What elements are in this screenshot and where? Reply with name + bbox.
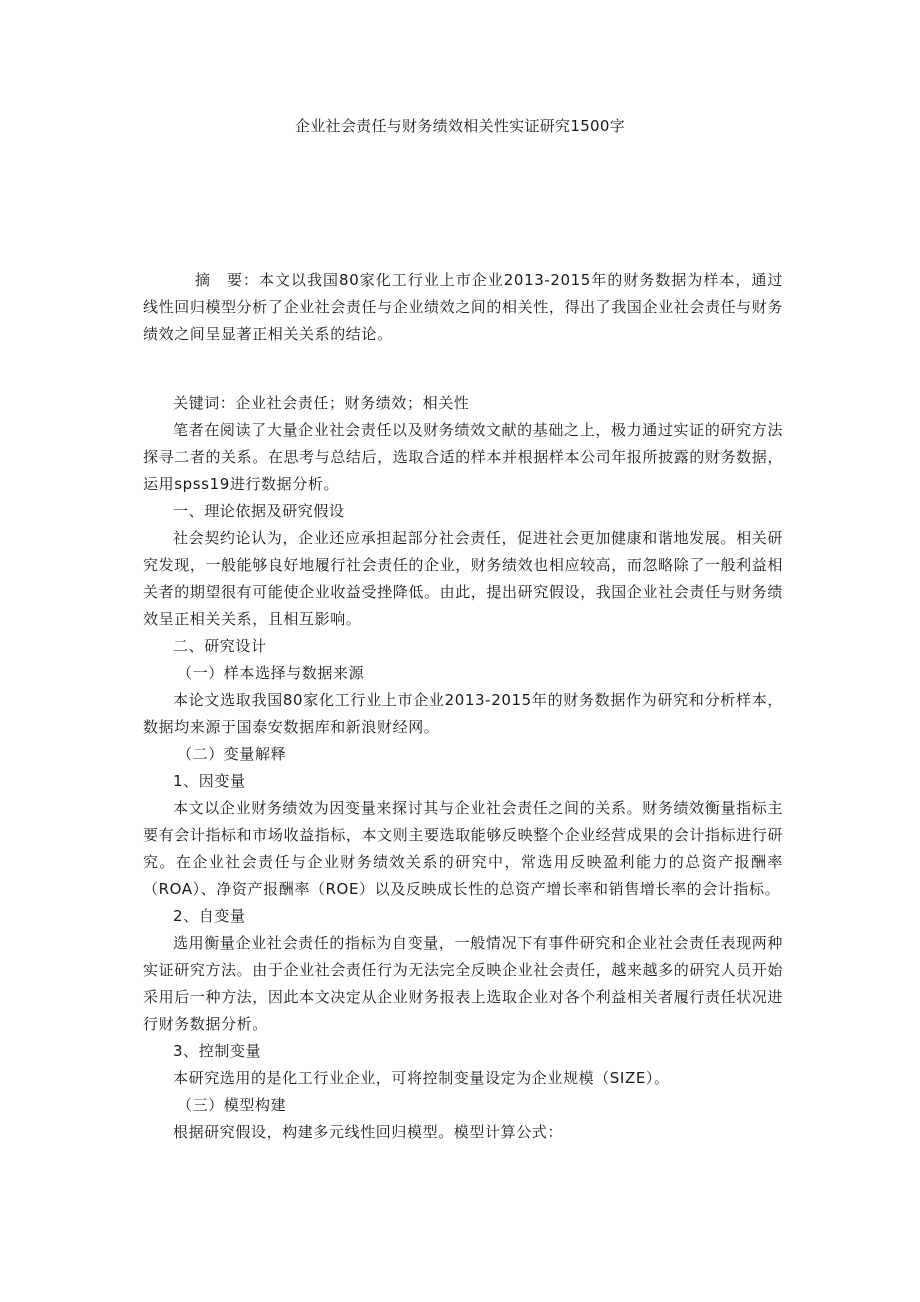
variable-1-heading: 1、因变量 (173, 772, 246, 790)
document-body (143, 267, 783, 1146)
variable-3-heading: 3、控制变量 (173, 1042, 262, 1060)
subsection-1-heading: （一）样本选择与数据来源 (177, 664, 365, 682)
abstract-label: 摘 要： (195, 271, 260, 289)
subsection-3-heading: （三）模型构建 (177, 1096, 287, 1114)
variable-2-heading: 2、自变量 (173, 907, 246, 925)
subsection-3-paragraph: 根据研究假设，构建多元线性回归模型。模型计算公式： (173, 1123, 564, 1141)
section-1-paragraph: 社会契约论认为，企业还应承担起部分社会责任，促进社会更加健康和谐地发展。相关研究发现，一般能够良好地履行社会责任的企业，财务绩效也相应较高，而忽略除了一般利益相关者的期望很有可能使企业收益受挫降低。由此，提出研究假设，我国企业社会责任与财务绩效呈正相关关系，且相互影响。 (143, 529, 783, 628)
variable-3-paragraph: 本研究选用的是化工行业企业，可将控制变量设定为企业规模（SIZE）。 (173, 1069, 670, 1087)
spacer (143, 348, 783, 390)
document-title: 企业社会责任与财务绩效相关性实证研究1500字 (294, 117, 626, 135)
variable-1-paragraph: 本文以企业财务绩效为因变量来探讨其与企业社会责任之间的关系。财务绩效衡量指标主要有会计指标和市场收益指标，本文则主要选取能够反映整个企业经营成果的会计指标进行研究。在企业社会责任与企业财务绩效关系的研究中，常选用反映盈利能力的总资产报酬率（ROA）、净资产报酬率（ROE）以及反映成长性的总资产增长率和销售增长率的会计指标。 (143, 799, 783, 898)
section-1-heading: 一、理论依据及研究假设 (173, 502, 345, 520)
abstract-paragraph (143, 267, 783, 348)
subsection-1-paragraph: 本论文选取我国80家化工行业上市企业2013-2015年的财务数据作为研究和分析样本，数据均来源于国泰安数据库和新浪财经网。 (143, 691, 783, 736)
abstract-text: 本文以我国80家化工行业上市企业2013-2015年的财务数据为样本，通过线性回归模型分析了企业社会责任与企业绩效之间的相关性，得出了我国企业社会责任与财务绩效之间呈显著正相关关系的结论。 (143, 271, 783, 343)
variable-2-paragraph: 选用衡量企业社会责任的指标为自变量，一般情况下有事件研究和企业社会责任表现两种实证研究方法。由于企业社会责任行为无法完全反映企业社会责任，越来越多的研究人员开始采用后一种方法，因此本文决定从企业财务报表上选取企业对各个利益相关者履行责任状况进行财务数据分析。 (143, 934, 783, 1033)
section-2-heading: 二、研究设计 (173, 637, 267, 655)
keywords-line: 关键词：企业社会责任；财务绩效；相关性 (173, 394, 470, 412)
subsection-2-heading: （二）变量解释 (177, 745, 287, 763)
intro-paragraph: 笔者在阅读了大量企业社会责任以及财务绩效文献的基础之上，极力通过实证的研究方法探寻二者的关系。在思考与总结后，选取合适的样本并根据样本公司年报所披露的财务数据，运用spss19进行数据分析。 (143, 421, 783, 493)
